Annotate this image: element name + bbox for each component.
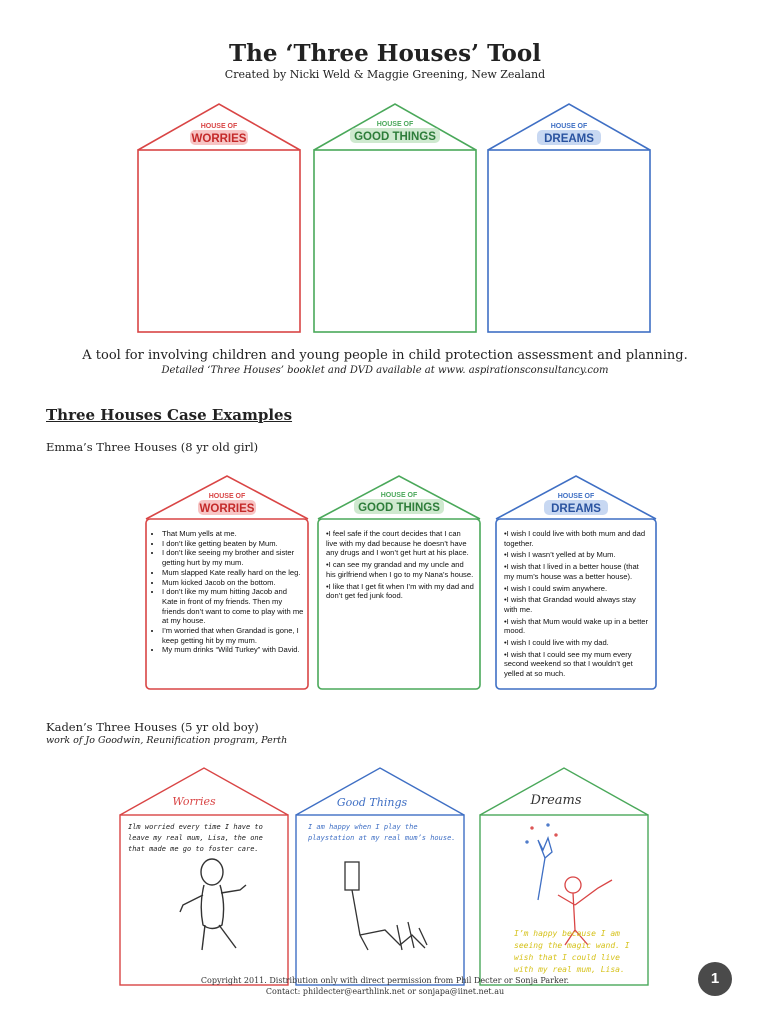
stick-figure-drawing — [180, 859, 246, 950]
emma-worries-list — [152, 529, 304, 655]
magic-wand-drawing — [526, 824, 612, 945]
kaden-good-things-title: Good Things — [336, 796, 408, 809]
kaden-worries-text: Ilm worried every time I have to leave my real mum, Lisa, the one that made me go to foster care. — [128, 823, 263, 853]
list-item: • I don’t like seeing my brother and sister getting hurt by my mum. — [162, 548, 304, 567]
badge-bottom-text: WORRIES — [199, 503, 255, 515]
badge-top-text: HOUSE OF — [550, 123, 588, 130]
kaden-sublabel: work of Jo Goodwin, Reunification program, Perth — [46, 735, 288, 746]
badge-top-text: HOUSE OF — [376, 121, 414, 128]
emma-good-things-list — [326, 529, 474, 603]
badge-bottom-text: WORRIES — [191, 133, 247, 145]
page-title: The ‘Three Houses’ Tool — [229, 40, 541, 67]
list-item: •I wish I could live with my dad. — [504, 638, 609, 648]
list-item: • Mum slapped Kate really hard on the leg. — [162, 568, 304, 578]
list-item: •I like that I get fit when I’m with my dad and don’t get fed junk food. — [326, 581, 474, 601]
list-item: •I wish that Mum would wake up in a better mood. — [504, 616, 649, 636]
kaden-worries-title: Worries — [172, 795, 216, 808]
list-item: • My mum drinks “Wild Turkey” with David. — [162, 645, 304, 655]
badge-bottom-text: GOOD THINGS — [354, 131, 436, 143]
list-item: •I wish I could swim anywhere. — [504, 583, 608, 593]
section-title: Three Houses Case Examples — [46, 406, 293, 424]
playstation-drawing — [345, 862, 427, 950]
list-item: •I wish that I could see my mum every second weekend so that I wouldn’t get yelled at so much. — [504, 649, 633, 679]
list-item: • I don’t like getting beaten by Mum. — [162, 539, 304, 549]
kaden-dreams-title: Dreams — [530, 793, 582, 808]
copyright-text: Copyright 2011. Distribution only with direct permission from Phil Decter or Sonja Parker. — [200, 976, 570, 985]
badge-top-text: HOUSE OF — [380, 492, 418, 499]
badge-bottom-text: GOOD THINGS — [358, 502, 440, 514]
badge-top-text: HOUSE OF — [557, 493, 595, 500]
emma-label: Emma’s Three Houses (8 yr old girl) — [46, 440, 259, 454]
badge-top-text: HOUSE OF — [208, 493, 246, 500]
tool-booklet-note: Detailed ‘Three Houses’ booklet and DVD available at www. aspirationsconsultancy.com — [161, 365, 609, 376]
contact-text: Contact: phildecter@earthlink.net or sonjapa@iinet.net.au — [265, 987, 505, 996]
good-things-badge — [350, 121, 440, 143]
list-item: •I wish that I lived in a better house (that my mum’s house was a better house). — [504, 562, 639, 581]
kaden-good-things-text: I am happy when I play the playstation at my real mum’s house. — [308, 823, 456, 842]
list-item: •I wish I could live with both mum and dad together. — [504, 529, 646, 548]
tool-description: A tool for involving children and young people in child protection assessment and planning. — [82, 348, 688, 363]
list-item: • Mum kicked Jacob on the bottom. — [162, 578, 304, 588]
footer — [0, 975, 770, 997]
list-item: • That Mum yells at me. — [162, 529, 304, 539]
badge-top-text: HOUSE OF — [200, 123, 238, 130]
page-number-badge: 1 — [698, 962, 732, 996]
list-item: •I can see my grandad and my uncle and his girlfriend when I go to my Nana’s house. — [326, 560, 474, 579]
kaden-dreams-text: I’m happy because I am seeing the magic wand. I wish that I could live with my real mum, Lisa. — [514, 929, 630, 974]
badge-bottom-text: DREAMS — [551, 503, 601, 515]
list-item: • I don’t like my mum hitting Jacob and Kate in front of my friends. Then my friends don’t want to come to play with me at my house. — [162, 587, 304, 626]
list-item: • I’m worried that when Grandad is gone, I keep getting hit by my mum. — [162, 626, 304, 645]
list-item: •I wish that Grandad would always stay with me. — [504, 595, 636, 614]
kaden-label: Kaden’s Three Houses (5 yr old boy) — [46, 720, 259, 734]
emma-dreams-list — [504, 529, 650, 681]
badge-bottom-text: DREAMS — [544, 133, 594, 145]
dreams-badge — [537, 123, 601, 145]
list-item: •I feel safe if the court decides that I can live with my dad because he doesn’t have any drugs and I won’t get hurt at his place. — [326, 529, 469, 558]
list-item: •I wish I wasn’t yelled at by Mum. — [504, 550, 616, 560]
page-subtitle: Created by Nicki Weld & Maggie Greening, New Zealand — [224, 68, 546, 81]
worries-badge — [190, 123, 248, 145]
